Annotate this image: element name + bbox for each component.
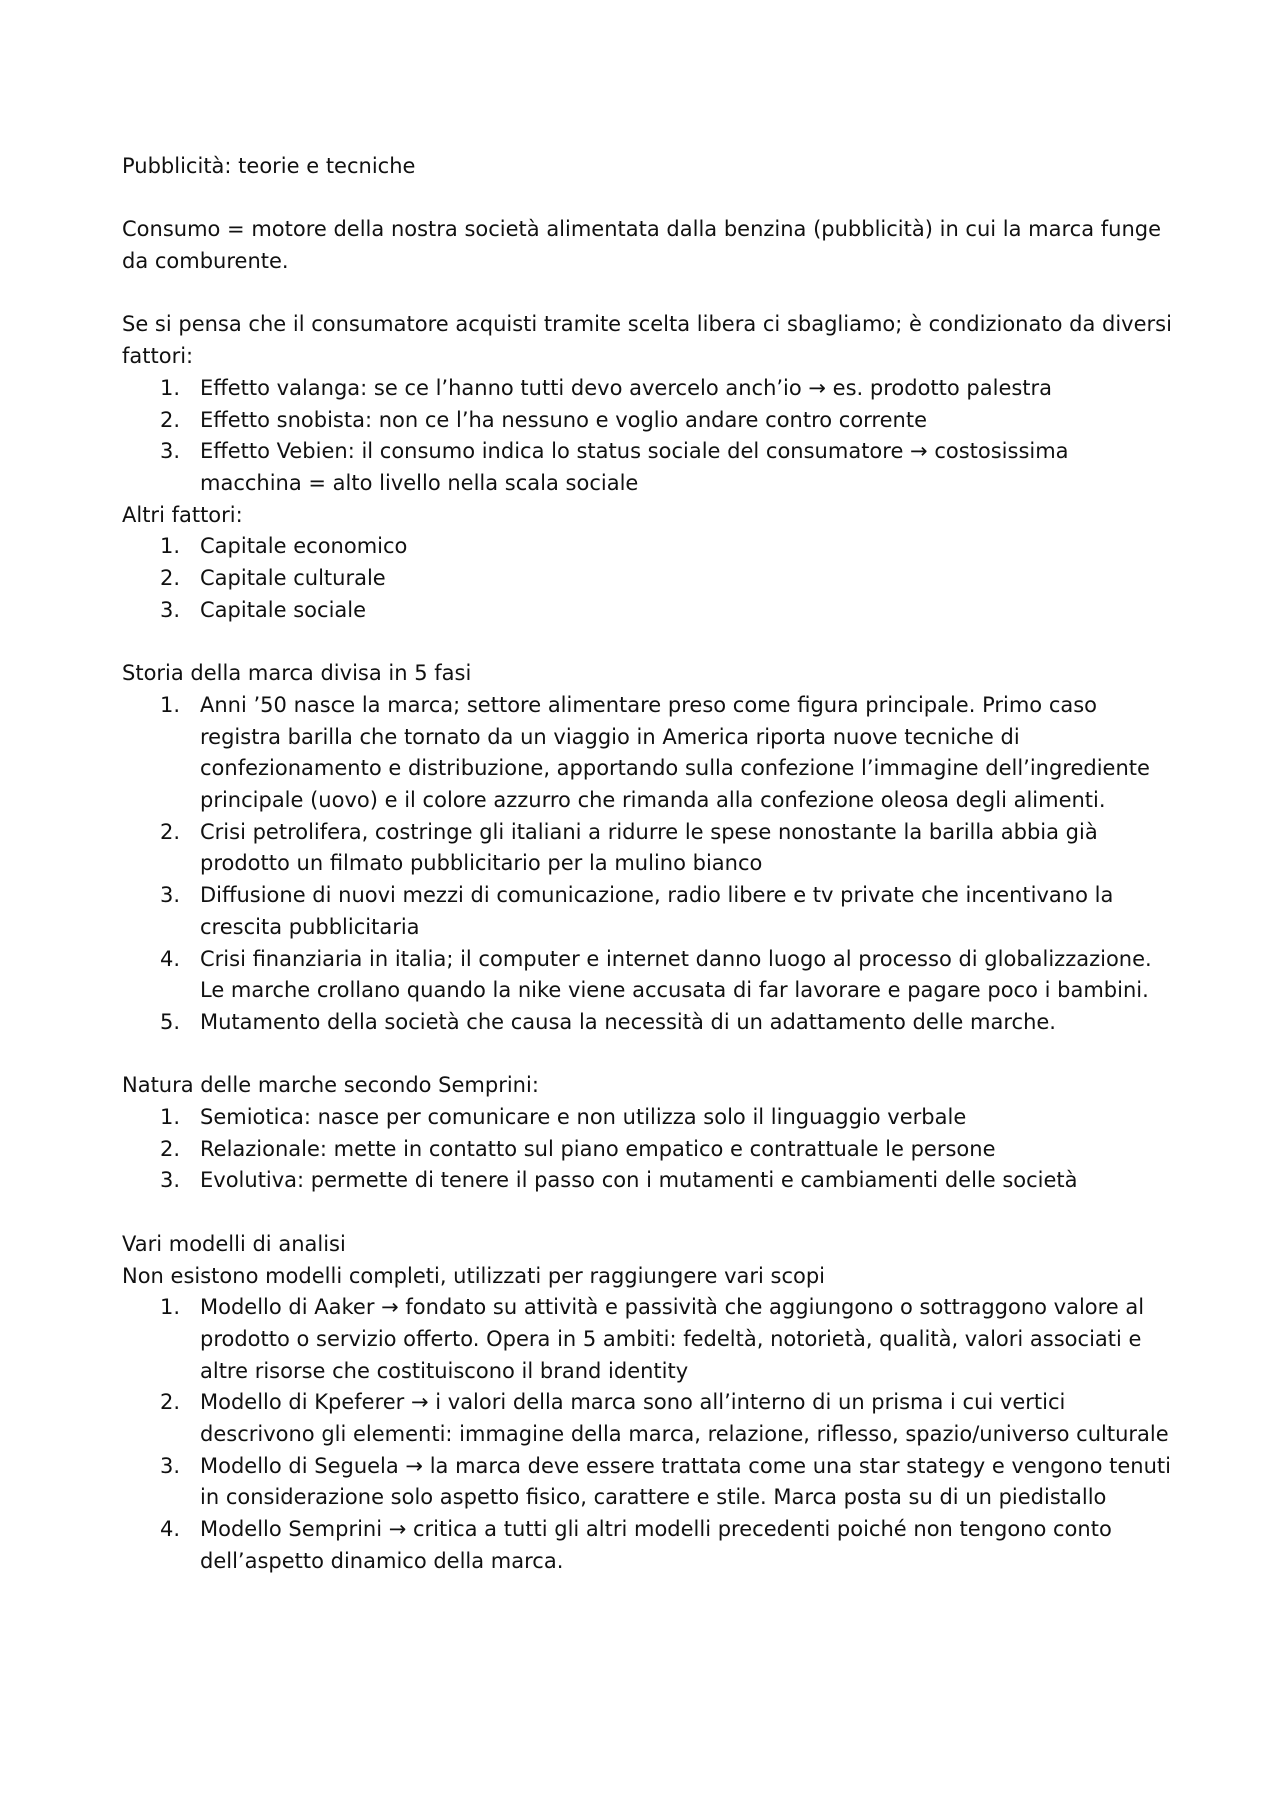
list-item-text: Modello di Seguela → la marca deve essere trattata come una star stategy e vengono tenuti in considerazione solo aspetto fisico, carattere e stile. Marca posta su di un piedistallo bbox=[200, 1453, 1171, 1510]
list-number: 3. bbox=[160, 883, 181, 908]
intro-paragraph: Consumo = motore della nostra società alimentata dalla benzina (pubblicità) in cui la marca funge da comburente. bbox=[122, 217, 1162, 274]
list-item-text: Modello di Kpeferer → i valori della marca sono all’interno di un prisma i cui vertici descrivono gli elementi: immagine della marca, relazione, riflesso, spazio/universo culturale bbox=[200, 1390, 1169, 1447]
list-item bbox=[122, 1514, 1172, 1577]
list-item-text: Capitale sociale bbox=[200, 597, 367, 622]
list-number: 2. bbox=[160, 1136, 181, 1161]
list-number: 1. bbox=[160, 1295, 181, 1320]
list-item-text: Relazionale: mette in contatto sul piano empatico e contrattuale le persone bbox=[200, 1136, 996, 1161]
list-item bbox=[122, 405, 1172, 437]
models-subheading: Non esistono modelli completi, utilizzati per raggiungere vari scopi bbox=[122, 1263, 826, 1288]
list-number: 2. bbox=[160, 1390, 181, 1415]
list-item-text: Semiotica: nasce per comunicare e non utilizza solo il linguaggio verbale bbox=[200, 1105, 967, 1130]
list-number: 2. bbox=[160, 819, 181, 844]
list-number: 3. bbox=[160, 597, 181, 622]
list-item bbox=[122, 690, 1172, 817]
list-item bbox=[122, 563, 1172, 595]
consumer-paragraph: Se si pensa che il consumatore acquisti tramite scelta libera ci sbagliamo; è condizionato da diversi fattori: bbox=[122, 312, 1172, 369]
list-item-text: Effetto valanga: se ce l’hanno tutti devo avercelo anch’io → es. prodotto palestra bbox=[200, 375, 1053, 400]
list-number: 1. bbox=[160, 692, 181, 717]
brand-nature-heading: Natura delle marche secondo Semprini: bbox=[122, 1073, 539, 1098]
spacer bbox=[122, 183, 1172, 215]
list-item bbox=[122, 817, 1172, 880]
list-number: 2. bbox=[160, 566, 181, 591]
list-item bbox=[122, 1165, 1172, 1197]
list-number: 1. bbox=[160, 375, 181, 400]
list-number: 5. bbox=[160, 1009, 181, 1034]
models-list bbox=[122, 1292, 1172, 1577]
brand-history-heading: Storia della marca divisa in 5 fasi bbox=[122, 661, 472, 686]
list-item bbox=[122, 880, 1172, 943]
list-number: 3. bbox=[160, 439, 181, 464]
document-title: Pubblicità: teorie e tecniche bbox=[122, 154, 416, 178]
document-page bbox=[122, 151, 1172, 1578]
list-item-text: Evolutiva: permette di tenere il passo con i mutamenti e cambiamenti delle società bbox=[200, 1168, 1078, 1193]
list-number: 3. bbox=[160, 1168, 181, 1193]
spacer bbox=[122, 278, 1172, 310]
consumer-factors-list bbox=[122, 373, 1172, 500]
list-item-text: Anni ’50 nasce la marca; settore alimentare preso come figura principale. Primo caso registra barilla che tornato da un viaggio in America riporta nuove tecniche di confezionamento e distribuzione, apportando sulla confezione l’immagine dell’ingrediente principale (uovo) e il colore azzurro che rimanda alla confezione oleosa degli alimenti. bbox=[200, 692, 1150, 813]
spacer bbox=[122, 1039, 1172, 1071]
list-item-text: Effetto snobista: non ce l’ha nessuno e voglio andare contro corrente bbox=[200, 407, 927, 432]
models-heading: Vari modelli di analisi bbox=[122, 1231, 346, 1256]
list-item-text: Modello di Aaker → fondato su attività e passività che aggiungono o sottraggono valore al prodotto o servizio offerto. Opera in 5 ambiti: fedeltà, notorietà, qualità, valori associati e altre risorse che costituiscono il brand identity bbox=[200, 1295, 1145, 1383]
brand-history-list bbox=[122, 690, 1172, 1039]
list-item bbox=[122, 944, 1172, 1007]
list-number: 1. bbox=[160, 1105, 181, 1130]
brand-nature-list bbox=[122, 1102, 1172, 1197]
list-item-text: Crisi finanziaria in italia; il computer e internet danno luogo al processo di globalizzazione. Le marche crollano quando la nike viene accusata di far lavorare e pagare poco i bambini. bbox=[200, 946, 1152, 1003]
list-item bbox=[122, 1007, 1172, 1039]
list-item bbox=[122, 373, 1172, 405]
spacer bbox=[122, 1197, 1172, 1229]
list-item bbox=[122, 1292, 1172, 1387]
list-item bbox=[122, 1451, 1172, 1514]
list-item-text: Modello Semprini → critica a tutti gli altri modelli precedenti poiché non tengono conto dell’aspetto dinamico della marca. bbox=[200, 1517, 1112, 1573]
list-item bbox=[122, 531, 1172, 563]
list-item bbox=[122, 1102, 1172, 1134]
list-number: 4. bbox=[160, 946, 181, 971]
list-number: 1. bbox=[160, 534, 181, 559]
spacer bbox=[122, 627, 1172, 659]
list-number: 2. bbox=[160, 407, 181, 432]
list-item-text: Mutamento della società che causa la necessità di un adattamento delle marche. bbox=[200, 1009, 1056, 1034]
list-item-text: Capitale culturale bbox=[200, 566, 386, 591]
list-number: 3. bbox=[160, 1453, 181, 1478]
list-item-text: Effetto Vebien: il consumo indica lo status sociale del consumatore → costosissima macchina = alto livello nella scala sociale bbox=[200, 439, 1069, 495]
list-item-text: Capitale economico bbox=[200, 534, 408, 559]
other-factors-heading: Altri fattori: bbox=[122, 502, 243, 527]
list-number: 4. bbox=[160, 1517, 181, 1542]
list-item-text: Diffusione di nuovi mezzi di comunicazione, radio libere e tv private che incentivano la crescita pubblicitaria bbox=[200, 883, 1114, 939]
list-item bbox=[122, 1134, 1172, 1166]
list-item bbox=[122, 436, 1172, 499]
other-factors-list bbox=[122, 531, 1172, 626]
list-item-text: Crisi petrolifera, costringe gli italiani a ridurre le spese nonostante la barilla abbia già prodotto un filmato pubblicitario per la mulino bianco bbox=[200, 819, 1098, 876]
list-item bbox=[122, 595, 1172, 627]
list-item bbox=[122, 1387, 1172, 1450]
